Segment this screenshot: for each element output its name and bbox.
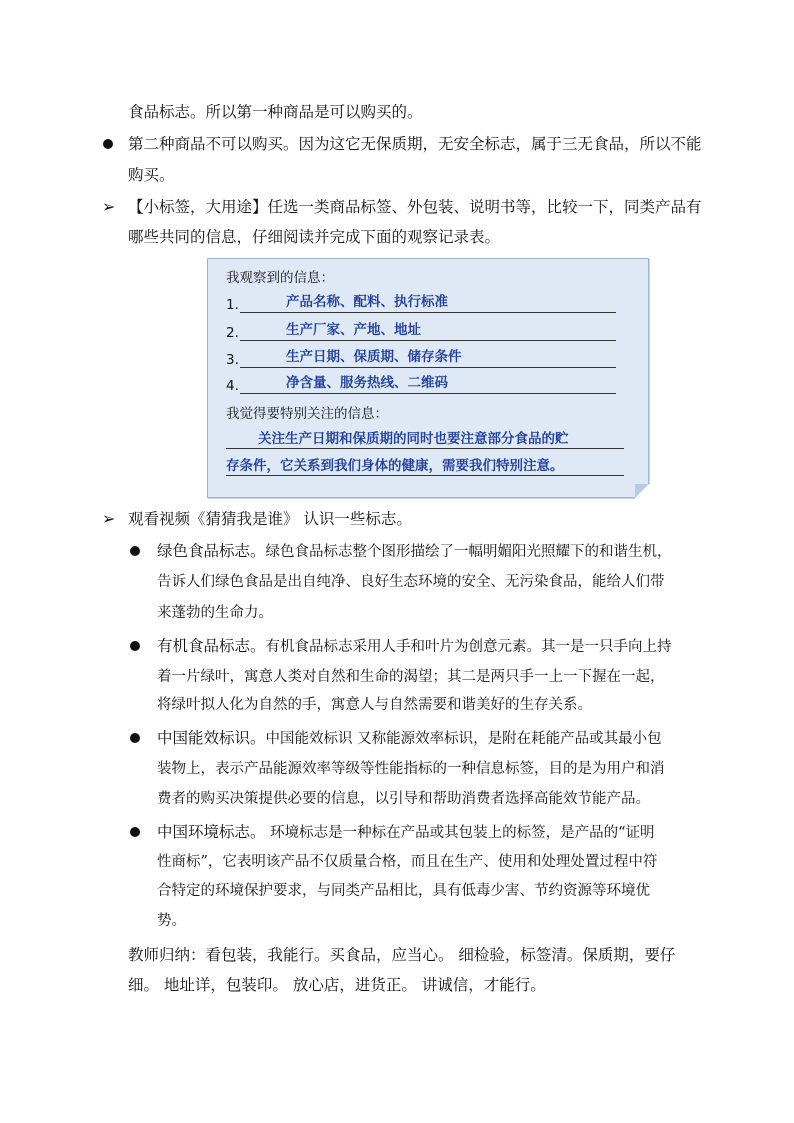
sign-line	[157, 822, 655, 843]
sign-line	[157, 541, 672, 562]
sign-body: 中国能效标识 又称能源效率标识，是附在耗能产品或其最小包	[265, 731, 662, 747]
filled-circle-bullet-icon	[130, 641, 140, 651]
record-item-answer: 生产厂家、产地、地址	[286, 322, 421, 338]
sign-line: 合特定的环境保护要求，与同类产品相比，具有低毒少害、节约资源等环境优	[157, 883, 650, 899]
record-item-underline	[240, 367, 616, 368]
point2-line2: 购买。	[128, 166, 175, 184]
filled-circle-bullet-icon	[130, 733, 140, 743]
point2-line1: 第二种商品不可以购买。因为这它无保质期，无安全标志，属于三无食品，所以不能	[128, 135, 702, 153]
task1-line1: 【小标签，大用途】任选一类商品标签、外包装、说明书等，比较一下，同类产品有	[128, 198, 702, 216]
record-item-number: 4.	[226, 378, 239, 394]
sign-heading: 中国环境标志。	[157, 823, 266, 841]
record-item-answer: 产品名称、配料、执行标准	[286, 294, 448, 310]
sign-body: 环境标志是一种标在产品或其包装上的标签，是产品的“证明	[265, 825, 655, 841]
sign-line: 着一片绿叶，寓意人类对自然和生命的渴望；其二是两只手一上一下握在一起，	[157, 669, 665, 685]
observation-record-card	[207, 258, 649, 498]
sign-line	[157, 728, 662, 749]
sign-line: 将绿叶拟人化为自然的手，寓意人与自然需要和谐美好的生存关系。	[157, 697, 592, 713]
observed-label: 我观察到的信息：	[226, 270, 334, 286]
filled-circle-bullet-icon	[103, 139, 113, 149]
sign-line: 装物上，表示产品能源效率等级等性能指标的一种信息标签，目的是为用户和消	[157, 761, 665, 777]
card-fold-shadow	[635, 484, 649, 498]
record-item-underline	[240, 340, 616, 341]
attention-line2: 存条件，它关系到我们身体的健康，需要我们特别注意。	[226, 458, 564, 474]
record-item-underline	[240, 393, 616, 394]
sign-body: 有机食品标志采用人手和叶片为创意元素。其一是一只手向上持	[265, 639, 672, 655]
attention-underline	[226, 475, 624, 476]
filled-circle-bullet-icon	[130, 546, 140, 556]
sign-line: 性商标”，它表明该产品不仅质量合格，而且在生产、使用和处理处置过程中符	[157, 854, 658, 870]
summary-line2: 细。 地址详，包装印。 放心店，进货正。 讲诚信，才能行。	[128, 976, 546, 994]
record-item-number: 1.	[226, 297, 239, 313]
sign-line	[157, 636, 672, 657]
attention-label: 我觉得要特别关注的信息：	[226, 406, 388, 422]
sign-line: 告诉人们绿色食品是出自纯净、良好生态环境的安全、无污染食品，能给人们带	[157, 574, 665, 590]
record-item-number: 2.	[226, 325, 239, 341]
sign-line: 费者的购买决策提供必要的信息，以引导和帮助消费者选择高能效节能产品。	[157, 791, 650, 807]
record-item-underline	[240, 312, 616, 313]
sign-body: 绿色食品标志整个图形描绘了一幅明媚阳光照耀下的和谐生机，	[265, 544, 672, 560]
attention-line1: 关注生产日期和保质期的同时也要注意部分食品的贮	[258, 431, 569, 447]
sign-heading: 有机食品标志。	[157, 637, 266, 655]
arrowhead-bullet-icon: ➢	[102, 509, 116, 528]
task1-line2: 哪些共同的信息，仔细阅读并完成下面的观察记录表。	[128, 228, 501, 246]
sign-heading: 中国能效标识。	[157, 729, 266, 747]
sign-line: 来蓬勃的生命力。	[157, 605, 273, 621]
record-item-answer: 生产日期、保质期、储存条件	[286, 349, 462, 365]
summary-line1: 教师归纳：看包装，我能行。买食品，应当心。 细检验，标签清。保质期，要仔	[128, 946, 676, 964]
sign-line: 势。	[157, 913, 186, 929]
sign-heading: 绿色食品标志。	[157, 542, 266, 560]
record-item-answer: 净含量、服务热线、二维码	[286, 375, 448, 391]
arrowhead-bullet-icon: ➢	[102, 197, 116, 216]
record-item-number: 3.	[226, 352, 239, 368]
task2-line: 观看视频《猜猜我是谁》 认识一些标志。	[128, 510, 412, 528]
attention-underline	[226, 448, 624, 449]
filled-circle-bullet-icon	[130, 827, 140, 837]
intro-line: 食品标志。所以第一种商品是可以购买的。	[128, 103, 423, 121]
